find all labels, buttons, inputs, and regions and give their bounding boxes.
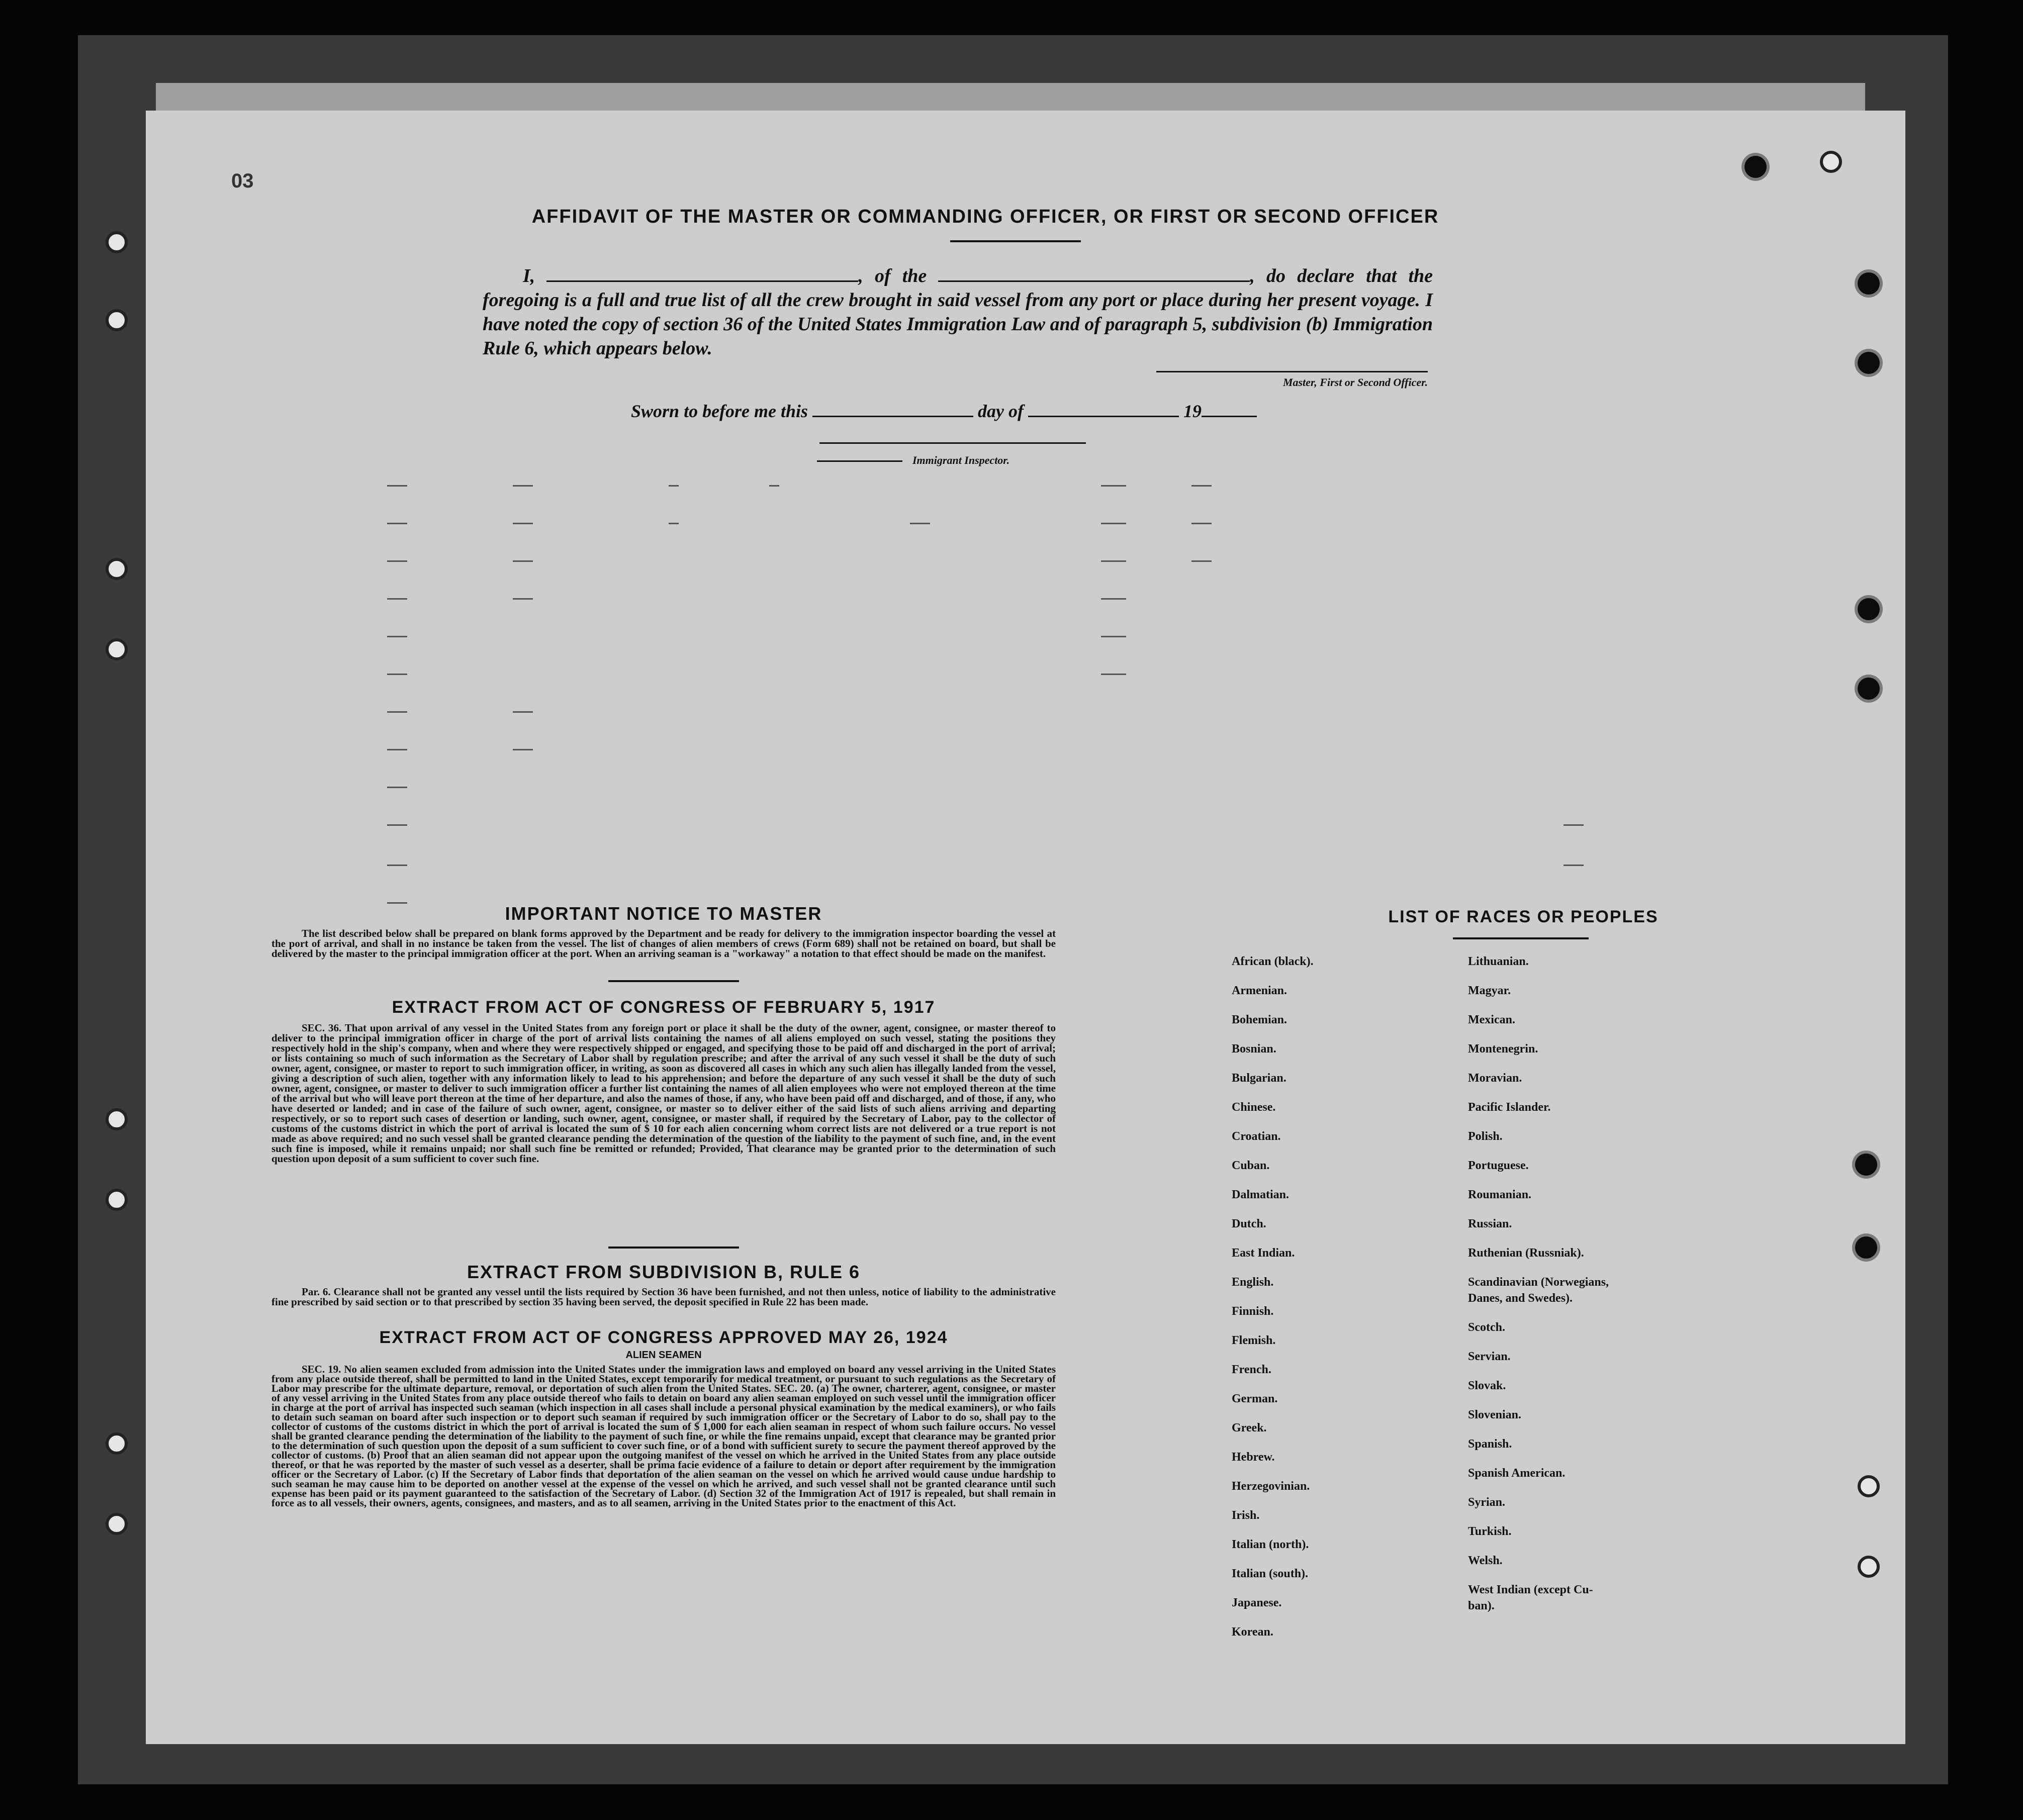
sworn-prefix: Sworn to before me this [631, 401, 808, 421]
sworn-day-blank[interactable] [812, 401, 973, 417]
affidavit-body [483, 264, 1433, 360]
inspector-prefix-line [817, 460, 902, 462]
affidavit-of-the: , of the [858, 265, 927, 286]
race-item: Dalmatian. [1232, 1188, 1289, 1201]
race-item: Scotch. [1468, 1321, 1505, 1334]
document-page [146, 111, 1905, 1744]
binder-hole [1820, 151, 1842, 173]
race-item: Croatian. [1232, 1130, 1281, 1143]
binder-hole [106, 1189, 128, 1211]
officer-name-blank[interactable] [546, 265, 858, 282]
race-item: Hebrew. [1232, 1451, 1275, 1464]
binder-hole [1858, 272, 1880, 295]
section-rule [1453, 937, 1589, 939]
affidavit-title: AFFIDAVIT OF THE MASTER OR COMMANDING OFFICER, OR FIRST OR SECOND OFFICER [531, 206, 1439, 227]
binder-hole [106, 1432, 128, 1455]
race-item: Irish. [1232, 1509, 1260, 1522]
race-item: African (black). [1232, 955, 1314, 968]
race-item: French. [1232, 1363, 1271, 1376]
extract-1924-subtitle: ALIEN SEAMEN [625, 1350, 702, 1361]
notice-text: The list described below shall be prepared on blank forms approved by the Department and be ready for delivery to the immigration inspector boarding the vessel at the port of arrival, and shall in no instance be taken from the vessel. The list of changes of alien members of crews (Form 689) shall not be retained on board, but shall be delivered by the master to the principal immigration officer at the port. When an arriving seaman is a "workaway" a notation to that effect should be made on the manifest. [271, 927, 1056, 960]
race-item: Herzegovinian. [1232, 1480, 1310, 1493]
notice-title: IMPORTANT NOTICE TO MASTER [505, 903, 822, 924]
binder-hole [106, 638, 128, 660]
race-item: Montenegrin. [1468, 1042, 1538, 1056]
race-item: West Indian (except Cu- [1468, 1583, 1593, 1596]
race-item: Bohemian. [1232, 1013, 1288, 1026]
race-item: Ruthenian (Russniak). [1468, 1247, 1584, 1260]
binder-hole [106, 558, 128, 580]
binder-hole [1855, 1236, 1877, 1259]
binder-hole [106, 231, 128, 253]
race-item: East Indian. [1232, 1247, 1295, 1260]
race-item: English. [1232, 1276, 1274, 1289]
race-item: Greek. [1232, 1421, 1267, 1434]
race-item: German. [1232, 1392, 1278, 1405]
race-item: Turkish. [1468, 1525, 1512, 1538]
race-item: Polish. [1468, 1130, 1503, 1143]
extract-rule6-title: EXTRACT FROM SUBDIVISION B, RULE 6 [467, 1262, 861, 1282]
race-item: Mexican. [1468, 1013, 1515, 1026]
race-item: Pacific Islander. [1468, 1101, 1551, 1114]
race-item: Finnish. [1232, 1305, 1274, 1318]
race-item: Syrian. [1468, 1496, 1506, 1509]
affidavit-i: I, [523, 265, 535, 286]
race-item: Bosnian. [1232, 1042, 1276, 1056]
binder-hole [1858, 352, 1880, 374]
race-item: Lithuanian. [1468, 955, 1529, 968]
title-rule [950, 240, 1081, 242]
race-item: Chinese. [1232, 1101, 1276, 1114]
signature-caption: Master, First or Second Officer. [1282, 376, 1428, 389]
affidavit-declare: , do declare [1250, 265, 1355, 286]
race-item: Welsh. [1468, 1554, 1503, 1567]
binder-hole [106, 309, 128, 331]
binder-hole [1858, 678, 1880, 700]
race-item: Slovenian. [1468, 1408, 1522, 1421]
extract-rule6-text: Par. 6. Clearance shall not be granted any vessel until the lists required by Section 36 have been furnished, and not then unless, notice of liability to the administrative fine prescribed by said section or to that prescribed by section 35 having been served, the deposit specified in Rule 22 has been made. [271, 1286, 1056, 1308]
races-left-column [1232, 955, 1458, 1639]
race-item: Italian (south). [1232, 1567, 1309, 1580]
race-item: Armenian. [1232, 984, 1287, 997]
binder-hole [1744, 156, 1767, 178]
race-item: Magyar. [1468, 984, 1511, 997]
page-number: 03 [231, 170, 254, 192]
binder-hole [106, 1108, 128, 1130]
race-item: Portuguese. [1468, 1159, 1529, 1172]
inspector-caption: Immigrant Inspector. [912, 454, 1010, 466]
race-item: Spanish American. [1468, 1467, 1566, 1480]
race-item: Spanish. [1468, 1438, 1512, 1451]
race-item: Dutch. [1232, 1217, 1266, 1230]
race-item: Russian. [1468, 1217, 1512, 1230]
sworn-year: 19 [1183, 401, 1202, 421]
signature-line[interactable] [1156, 371, 1428, 372]
section-rule [608, 1247, 739, 1249]
race-item: Cuban. [1232, 1159, 1270, 1172]
extract-1924-text: SEC. 19. No alien seamen excluded from admission into the United States under the immigration laws and employed on board any vessel arriving in the United States from any place outside thereof, shall be permitted to land in the United States, except temporarily for medical treatment, or pursuant to such regulations as the Secretary of Labor may prescribe for the ultimate departure, removal, or deportation of such alien from the United States. SEC. 20. (a) The owner, charterer, agent, consignee, or master of any vessel arriving in the United States from any place outside thereof who fails to detain on board any alien seaman employed on such vessel until the immigration officer in charge at the port of arrival has inspected such seaman (which inspection in all cases shall include a personal physical examination by the medical examiners), or who fails to detain such seaman on board after such inspection or to deport such seaman if required by such immigration officer or the Secretary of Labor to do so, shall pay to the collector of customs of the customs district in which the port of arrival is located the sum of $ 1,000 for each alien seaman in respect of whom such failure occurs. No vessel shall be granted clearance pending the determination of the liability to the payment of such fine, or while the fine remains unpaid, except that clearance may be granted prior to the determination of such question upon the deposit of a sum sufficient to cover such fine, or of a bond with sufficient surety to secure the payment thereof approved by the collector of customs. (b) Proof that an alien seaman did not appear upon the outgoing manifest of the vessel on which he arrived in the United States from any place outside thereof, or that he was reported by the master of such vessel as a deserter, shall be prima facie evidence of a failure to detain or deport after requirement by the immigration officer or the Secretary of Labor. (c) If the Secretary of Labor finds that deportation of the alien seaman on the vessel on which he arrived would cause undue hardship to such seaman he may cause him to be deported on another vessel at the expense of the vessel on which he arrived, and such vessel shall not be granted clearance until such expense has been paid or its payment guaranteed to the satisfaction of the Secretary of Labor. (d) Section 32 of the Immigration Act of 1917 is repealed, but shall remain in force as to all vessels, their owners, agents, consignees, and masters, and as to all seamen, arriving in the United States prior to the enactment of this Act. [271, 1363, 1056, 1509]
binder-hole [1858, 1475, 1880, 1497]
races-right-column [1468, 955, 1750, 1612]
vessel-name-blank[interactable] [938, 265, 1250, 282]
race-item: Italian (north). [1232, 1538, 1309, 1551]
extract-1917-title: EXTRACT FROM ACT OF CONGRESS OF FEBRUARY 5, 1917 [392, 998, 936, 1017]
race-item: Korean. [1232, 1625, 1273, 1639]
binder-hole [1855, 1154, 1877, 1176]
race-item: ban). [1468, 1599, 1495, 1612]
race-item: Flemish. [1232, 1334, 1276, 1347]
sworn-day-of: day of [978, 401, 1024, 421]
race-item: Japanese. [1232, 1596, 1282, 1609]
inspector-caption-row [817, 454, 1119, 467]
binder-hole [1858, 1556, 1880, 1578]
race-item: Moravian. [1468, 1072, 1522, 1085]
binder-hole [1858, 598, 1880, 620]
extract-1924-title: EXTRACT FROM ACT OF CONGRESS APPROVED MAY 26, 1924 [379, 1328, 948, 1347]
extract-1917-text: SEC. 36. That upon arrival of any vessel in the United States from any foreign port or place it shall be the duty of the owner, agent, consignee, or master thereof to deliver to the principal immigration officer in charge of the port of arrival lists containing the names of all aliens employed on such vessel, stating the positions they respectively hold in the ship's company, when and where they were respectively shipped or engaged, and specifying those to be paid off and discharged in the port of arrival; or lists containing so much of such information as the Secretary of Labor shall by regulation prescribe; and after the arrival of any such vessel it shall be the duty of such owner, agent, consignee, or master to report to such immigration officer, in writing, as soon as discovered all cases in which any such alien has illegally landed from the vessel, giving a description of such alien, together with any information likely to lead to his apprehension; and before the departure of any such vessel it shall be the duty of such owner, agent, consignee, or master to deliver to such immigration officer a further list containing the names of all alien employees who were not employed thereon at the time of the arrival but who will leave port thereon at the time of her departure, and also the names of those, if any, who have been paid off and discharged, and of those, if any, who have deserted or landed; and in case of the failure of such owner, agent, consignee, or master so to deliver either of the said lists of such aliens arriving and departing respectively, or so to report such cases of desertion or landing, such owner, agent, consignee, or master shall, if required by the Secretary of Labor, pay to the collector of customs of the customs district in which the port of arrival is located the sum of $ 10 for each alien concerning whom correct lists are not delivered or a true report is not made as above required; and no such vessel shall be granted clearance pending the determination of the question of the liability to the payment of such fine, and, in the event such fine is imposed, while it remains unpaid; nor shall such fine be remitted or refunded; Provided, That clearance may be granted prior to the determination of such question upon deposit of a sum sufficient to cover such fine. [271, 1022, 1056, 1165]
races-title: LIST OF RACES OR PEOPLES [1388, 907, 1659, 926]
race-item: Danes, and Swedes). [1468, 1292, 1573, 1305]
race-item: Roumanian. [1468, 1188, 1532, 1201]
race-item: Bulgarian. [1232, 1072, 1286, 1085]
section-rule [608, 980, 739, 982]
inspector-signature-line[interactable] [819, 442, 1086, 444]
race-item: Servian. [1468, 1350, 1511, 1363]
race-item: Slovak. [1468, 1379, 1506, 1392]
sworn-year-blank[interactable] [1202, 401, 1257, 417]
sworn-line [631, 401, 1284, 422]
race-item: Scandinavian (Norwegians, [1468, 1276, 1609, 1289]
affidavit-text: that the foregoing is a full and true list of all the crew brought in said vessel from any port or place during her present voyage. I have noted the copy of section 36 of the United States Immigration Law and of paragraph 5, subdivision (b) Immigration Rule 6, which appears below. [483, 265, 1433, 359]
sworn-month-blank[interactable] [1028, 401, 1179, 417]
binder-hole [106, 1513, 128, 1535]
